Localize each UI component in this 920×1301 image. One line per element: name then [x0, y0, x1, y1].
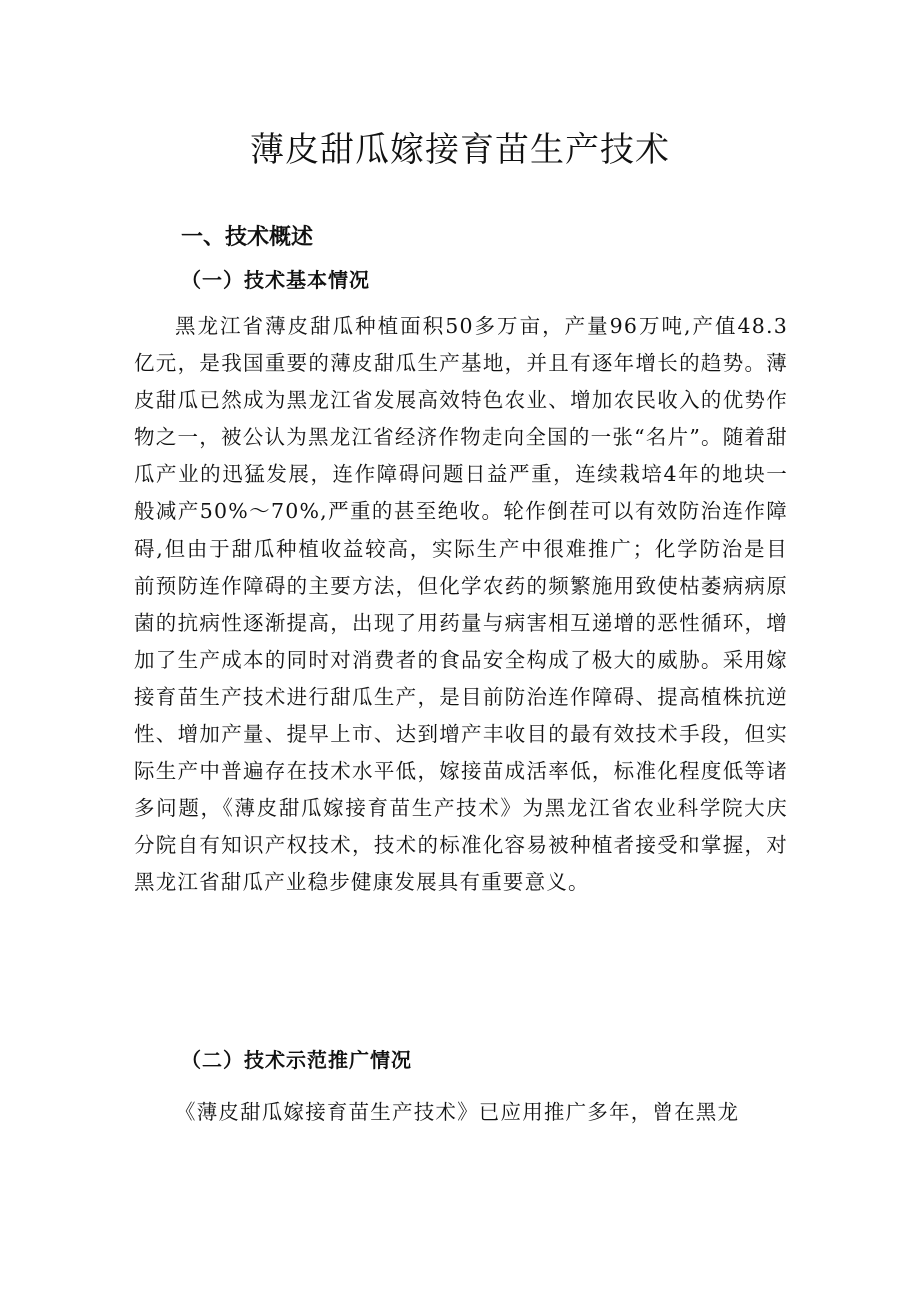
subsection-heading-basic-situation: （一）技术基本情况: [181, 268, 370, 292]
section-heading-overview: 一、技术概述: [181, 225, 314, 250]
paragraph-demonstration: 《薄皮甜瓜嫁接育苗生产技术》已应用推广多年，曾在黑龙: [175, 1100, 740, 1124]
subsection-heading-demonstration: （二）技术示范推广情况: [181, 1048, 412, 1072]
document-title: 薄皮甜瓜嫁接育苗生产技术: [250, 130, 670, 170]
paragraph-basic-situation: 黑龙江省薄皮甜瓜种植面积50多万亩，产量96万吨,产值48.3亿元，是我国重要的薄皮甜瓜生产基地，并且有逐年增长的趋势。薄皮甜瓜已然成为黑龙江省发展高效特色农业、增加农民收入的优势作物之一，被公认为黑龙江省经济作物走向全国的一张“名片”。随着甜瓜产业的迅猛发展，连作障碍问题日益严重，连续栽培4年的地块一般减产50%～70%,严重的甚至绝收。轮作倒茬可以有效防治连作障碍,但由于甜瓜种植收益较高，实际生产中很难推广；化学防治是目前预防连作障碍的主要方法，但化学农药的频繁施用致使枯萎病病原菌的抗病性逐渐提高，出现了用药量与病害相互递增的恶性循环，增加了生产成本的同时对消费者的食品安全构成了极大的威胁。采用嫁接育苗生产技术进行甜瓜生产，是目前防治连作障碍、提高植株抗逆性、增加产量、提早上市、达到增产丰收目的最有效技术手段，但实际生产中普遍存在技术水平低，嫁接苗成活率低，标准化程度低等诸多问题，《薄皮甜瓜嫁接育苗生产技术》为黑龙江省农业科学院大庆分院自有知识产权技术，技术的标准化容易被种植者接受和掌握，对黑龙江省甜瓜产业稳步健康发展具有重要意义。: [134, 314, 788, 895]
